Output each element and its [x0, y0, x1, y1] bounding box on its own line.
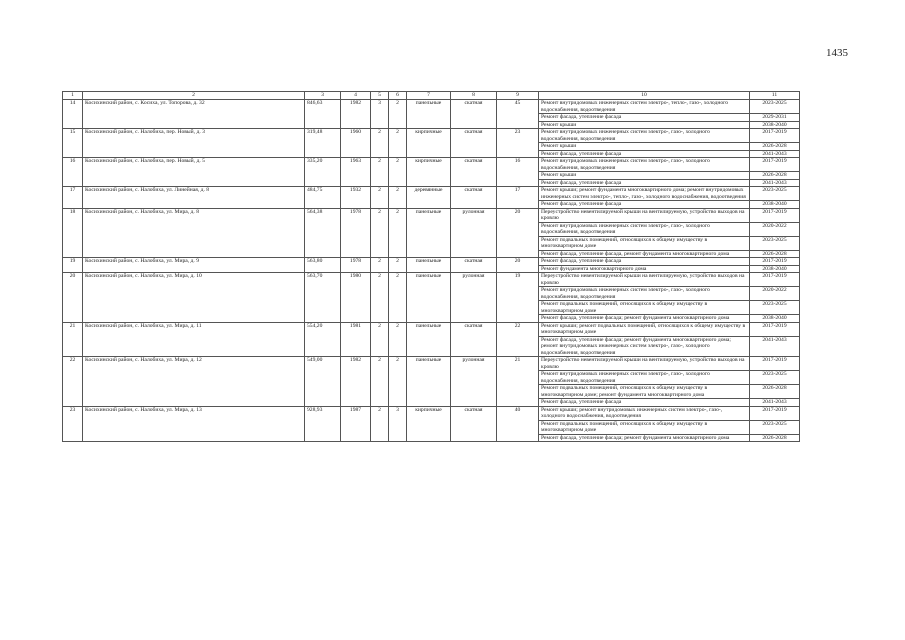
address-cell: Косихинский район, с. Налобиха, ул. Мира, д. 9	[83, 258, 305, 273]
residents-cell: 20	[497, 258, 539, 273]
floors-cell: 2	[389, 322, 407, 357]
year-built-cell: 1980	[341, 273, 371, 323]
wall-material-cell: деревянные	[407, 187, 451, 209]
roof-type-cell: скатная	[451, 322, 497, 357]
repair-work-cell: Переустройство невентилируемой крыши на вентилируемую, устройство выходов на кровлю	[539, 273, 750, 287]
repair-period-cell: 2041-2043	[750, 336, 800, 357]
table-row	[63, 322, 800, 336]
repair-period-cell: 2026-2028	[750, 143, 800, 151]
row-number: 20	[63, 273, 83, 323]
column-header: 2	[83, 92, 305, 100]
year-built-cell: 1978	[341, 258, 371, 273]
repair-period-cell: 2038-2040	[750, 315, 800, 323]
table-row	[63, 129, 800, 143]
entrances-cell: 2	[371, 258, 389, 273]
repair-work-cell: Ремонт внутридомовых инженерных систем электро-, тепло-, газо-, холодного водоснабжения, водоотведения	[539, 100, 750, 114]
repair-period-cell: 2023-2025	[750, 420, 800, 434]
column-number-header-row	[63, 92, 800, 100]
repair-period-cell: 2023-2025	[750, 236, 800, 250]
entrances-cell: 2	[371, 357, 389, 407]
repair-work-cell: Переустройство невентилируемой крыши на вентилируемую, устройство выходов на кровлю	[539, 208, 750, 222]
residents-cell: 40	[497, 406, 539, 442]
residents-cell: 22	[497, 322, 539, 357]
area-cell: 563,80	[305, 258, 341, 273]
address-cell: Косихинский район, с. Налобиха, ул. Мира, д. 8	[83, 208, 305, 258]
repair-work-cell: Ремонт фасада, утепление фасада	[539, 399, 750, 407]
repair-work-cell: Ремонт подвальных помещений, относящихся к общему имуществу в многоквартирном доме	[539, 301, 750, 315]
repair-period-cell: 2023-2025	[750, 100, 800, 114]
repair-period-cell: 2041-2043	[750, 179, 800, 187]
area-cell: 928,93	[305, 406, 341, 442]
year-built-cell: 1978	[341, 208, 371, 258]
wall-material-cell: панельные	[407, 208, 451, 258]
year-built-cell: 1981	[341, 322, 371, 357]
table-row	[63, 208, 800, 222]
roof-type-cell: рулонная	[451, 357, 497, 407]
roof-type-cell: скатная	[451, 158, 497, 187]
repair-work-cell: Ремонт фасада, утепление фасада	[539, 201, 750, 209]
residents-cell: 16	[497, 158, 539, 187]
repair-period-cell: 2017-2019	[750, 357, 800, 371]
roof-type-cell: скатная	[451, 258, 497, 273]
column-header: 3	[305, 92, 341, 100]
repair-work-cell: Ремонт фасада, утепление фасада	[539, 150, 750, 158]
capital-repair-table	[62, 91, 800, 442]
row-number: 16	[63, 158, 83, 187]
area-cell: 484,75	[305, 187, 341, 209]
repair-work-cell: Ремонт внутридомовых инженерных систем электро-, газо-, холодного водоснабжения, водоотведения	[539, 371, 750, 385]
column-header: 10	[539, 92, 750, 100]
repair-work-cell: Ремонт крыши; ремонт подвальных помещений, относящихся к общему имуществу в многоквартирном доме	[539, 322, 750, 336]
repair-work-cell: Ремонт крыши	[539, 143, 750, 151]
table-row	[63, 158, 800, 172]
area-cell: 563,70	[305, 273, 341, 323]
entrances-cell: 2	[371, 129, 389, 158]
residents-cell: 21	[497, 357, 539, 407]
repair-work-cell: Ремонт внутридомовых инженерных систем электро-, газо-, холодного водоснабжения, водоотведения	[539, 158, 750, 172]
wall-material-cell: панельные	[407, 357, 451, 407]
row-number: 23	[63, 406, 83, 442]
repair-period-cell: 2020-2022	[750, 287, 800, 301]
address-cell: Косихинский район, с. Налобиха, ул. Мира, д. 11	[83, 322, 305, 357]
repair-period-cell: 2023-2025	[750, 187, 800, 201]
residents-cell: 45	[497, 100, 539, 129]
roof-type-cell: скатная	[451, 100, 497, 129]
year-built-cell: 1932	[341, 187, 371, 209]
address-cell: Косихинский район, с. Налобиха, ул. Мира, д. 13	[83, 406, 305, 442]
roof-type-cell: скатная	[451, 187, 497, 209]
column-header: 6	[389, 92, 407, 100]
repair-work-cell: Ремонт крыши; ремонт внутридомовых инженерных систем электро-, газо-, холодного водоснабжения, водоотведения	[539, 406, 750, 420]
column-header: 7	[407, 92, 451, 100]
repair-work-cell: Ремонт внутридомовых инженерных систем электро-, газо-, холодного водоснабжения, водоотведения	[539, 287, 750, 301]
column-header: 4	[341, 92, 371, 100]
row-number: 14	[63, 100, 83, 129]
repair-work-cell: Ремонт фасада, утепление фасада	[539, 114, 750, 122]
repair-period-cell: 2017-2019	[750, 158, 800, 172]
address-cell: Косихинский район, с. Налобиха, пер. Новый, д. 3	[83, 129, 305, 158]
area-cell: 335,20	[305, 158, 341, 187]
repair-work-cell: Ремонт крыши	[539, 121, 750, 129]
row-number: 22	[63, 357, 83, 407]
wall-material-cell: кирпичные	[407, 406, 451, 442]
row-number: 17	[63, 187, 83, 209]
table-row	[63, 406, 800, 420]
repair-period-cell: 2026-2028	[750, 250, 800, 258]
year-built-cell: 1982	[341, 357, 371, 407]
entrances-cell: 2	[371, 208, 389, 258]
repair-period-cell: 2026-2028	[750, 172, 800, 180]
table-row	[63, 357, 800, 371]
repair-work-cell: Ремонт фундамента многоквартирного дома	[539, 265, 750, 273]
address-cell: Косихинский район, с. Налобиха, пер. Новый, д. 5	[83, 158, 305, 187]
repair-work-cell: Ремонт внутридомовых инженерных систем электро-, газо-, холодного водоснабжения, водоотведения	[539, 129, 750, 143]
repair-work-cell: Ремонт фасада, утепление фасада	[539, 179, 750, 187]
floors-cell: 2	[389, 273, 407, 323]
address-cell: Косихинский район, с. Налобиха, ул. Линейная, д. 8	[83, 187, 305, 209]
floors-cell: 2	[389, 187, 407, 209]
wall-material-cell: кирпичные	[407, 129, 451, 158]
table-row	[63, 100, 800, 114]
repair-period-cell: 2017-2019	[750, 129, 800, 143]
roof-type-cell: рулонная	[451, 208, 497, 258]
column-header: 5	[371, 92, 389, 100]
year-built-cell: 1960	[341, 129, 371, 158]
repair-period-cell: 2038-2040	[750, 265, 800, 273]
address-cell: Косихинский район, с. Налобиха, ул. Мира, д. 10	[83, 273, 305, 323]
repair-period-cell: 2026-2028	[750, 434, 800, 442]
entrances-cell: 2	[371, 406, 389, 442]
repair-period-cell: 2026-2028	[750, 385, 800, 399]
repair-work-cell: Ремонт фасада, утепление фасада; ремонт фундамента многоквартирного дома; ремонт внутридомовых инженерных систем электро-, газо-, холодного водоснабжения, водоотведения	[539, 336, 750, 357]
repair-period-cell: 2023-2025	[750, 371, 800, 385]
floors-cell: 2	[389, 129, 407, 158]
residents-cell: 23	[497, 129, 539, 158]
entrances-cell: 2	[371, 322, 389, 357]
address-cell: Косихинский район, с. Налобиха, ул. Мира, д. 12	[83, 357, 305, 407]
area-cell: 564,38	[305, 208, 341, 258]
year-built-cell: 1987	[341, 406, 371, 442]
floors-cell: 2	[389, 158, 407, 187]
repair-work-cell: Ремонт фасада, утепление фасада; ремонт фундамента многоквартирного дома	[539, 434, 750, 442]
repair-period-cell: 2017-2019	[750, 406, 800, 420]
column-header: 1	[63, 92, 83, 100]
wall-material-cell: панельные	[407, 273, 451, 323]
roof-type-cell: рулонная	[451, 273, 497, 323]
wall-material-cell: панельные	[407, 100, 451, 129]
entrances-cell: 2	[371, 273, 389, 323]
repair-period-cell: 2023-2025	[750, 301, 800, 315]
repair-period-cell: 2017-2019	[750, 258, 800, 266]
floors-cell: 2	[389, 208, 407, 258]
roof-type-cell: скатная	[451, 406, 497, 442]
wall-material-cell: панельные	[407, 322, 451, 357]
address-cell: Косихинский район, с. Косиха, ул. Топорова, д. 32	[83, 100, 305, 129]
column-header: 11	[750, 92, 800, 100]
floors-cell: 2	[389, 258, 407, 273]
repair-period-cell: 2017-2019	[750, 322, 800, 336]
entrances-cell: 2	[371, 158, 389, 187]
entrances-cell: 3	[371, 100, 389, 129]
column-header: 8	[451, 92, 497, 100]
row-number: 18	[63, 208, 83, 258]
repair-work-cell: Ремонт подвальных помещений, относящихся к общему имуществу в многоквартирном доме	[539, 420, 750, 434]
repair-work-cell: Ремонт внутридомовых инженерных систем электро-, газо-, холодного водоснабжения, водоотведения	[539, 222, 750, 236]
row-number: 21	[63, 322, 83, 357]
floors-cell: 2	[389, 357, 407, 407]
area-cell: 319,48	[305, 129, 341, 158]
repair-period-cell: 2041-2043	[750, 399, 800, 407]
floors-cell: 3	[389, 406, 407, 442]
repair-work-cell: Ремонт фасада, утепление фасада, ремонт фундамента многоквартирного дома	[539, 250, 750, 258]
roof-type-cell: скатная	[451, 129, 497, 158]
page-number: 1435	[826, 47, 848, 59]
area-cell: 554,20	[305, 322, 341, 357]
area-cell: 549,00	[305, 357, 341, 407]
repair-period-cell: 2041-2043	[750, 150, 800, 158]
year-built-cell: 1963	[341, 158, 371, 187]
repair-period-cell: 2020-2022	[750, 222, 800, 236]
repair-work-cell: Ремонт крыши	[539, 172, 750, 180]
residents-cell: 20	[497, 208, 539, 258]
table-row	[63, 258, 800, 266]
repair-work-cell: Ремонт фасада, утепление фасада	[539, 258, 750, 266]
repair-work-cell: Ремонт подвальных помещений, относящихся к общему имуществу в многоквартирном доме	[539, 236, 750, 250]
repair-work-cell: Ремонт крыши; ремонт фундамента многоквартирного дома; ремонт внутридомовых инженерных систем электро-, тепло-, газо-, холодного водоснабжения, водоотведения	[539, 187, 750, 201]
repair-work-cell: Ремонт фасада, утепление фасада; ремонт фундамента многоквартирного дома	[539, 315, 750, 323]
table-row	[63, 187, 800, 201]
wall-material-cell: кирпичные	[407, 158, 451, 187]
repair-work-cell: Ремонт подвальных помещений, относящихся к общему имуществу в многоквартирном доме; ремонт фундамента многоквартирного дома	[539, 385, 750, 399]
table-row	[63, 273, 800, 287]
repair-period-cell: 2017-2019	[750, 273, 800, 287]
area-cell: 846,63	[305, 100, 341, 129]
row-number: 19	[63, 258, 83, 273]
repair-period-cell: 2017-2019	[750, 208, 800, 222]
residents-cell: 17	[497, 187, 539, 209]
floors-cell: 2	[389, 100, 407, 129]
column-header: 9	[497, 92, 539, 100]
repair-work-cell: Переустройство невентилируемой крыши на вентилируемую, устройство выходов на кровлю	[539, 357, 750, 371]
residents-cell: 19	[497, 273, 539, 323]
year-built-cell: 1982	[341, 100, 371, 129]
entrances-cell: 2	[371, 187, 389, 209]
row-number: 15	[63, 129, 83, 158]
repair-period-cell: 2038-2040	[750, 201, 800, 209]
wall-material-cell: панельные	[407, 258, 451, 273]
repair-period-cell: 2038-2040	[750, 121, 800, 129]
repair-period-cell: 2029-2031	[750, 114, 800, 122]
